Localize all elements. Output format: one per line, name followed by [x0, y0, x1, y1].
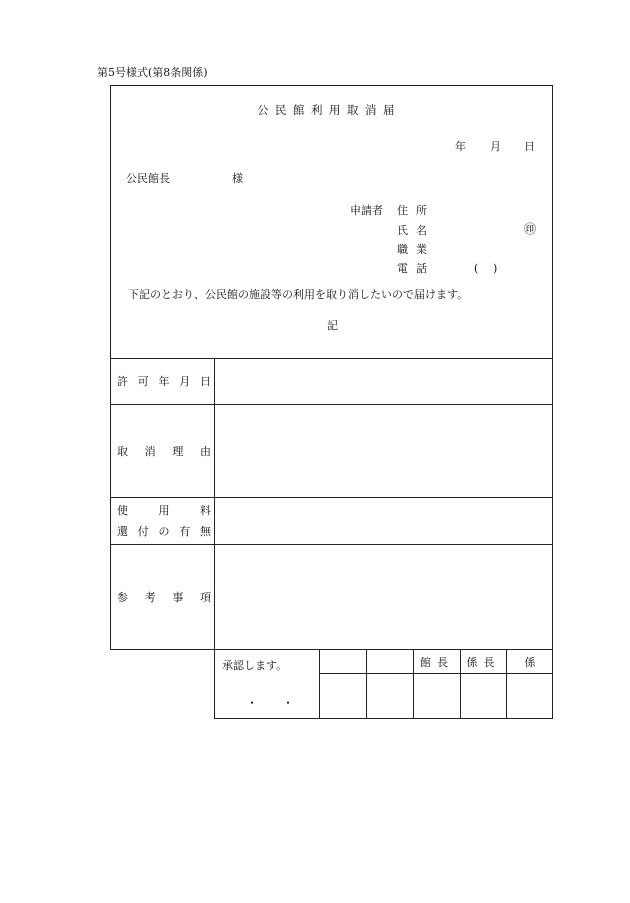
- permit-date-char: 月: [179, 375, 191, 388]
- fee-char: 料: [200, 504, 211, 517]
- form-frame: [110, 85, 553, 650]
- form-caption: 第5号様式(第8条関係): [97, 66, 208, 79]
- fee-char: の: [158, 525, 170, 538]
- fee-label-line1: [117, 505, 211, 516]
- row-divider-1: [110, 358, 553, 359]
- address-label: 住所: [397, 204, 435, 217]
- ki-mark: 記: [327, 319, 338, 332]
- occupation-label: 職業: [397, 243, 435, 256]
- permit-date-char: 許: [117, 375, 128, 388]
- addressee-honorific: 様: [232, 172, 243, 185]
- permit-date-label: [117, 376, 211, 387]
- remarks-char: 参: [117, 591, 128, 604]
- fee-label-line2: [117, 526, 211, 537]
- stamp-header-divider: [319, 673, 553, 674]
- permit-date-char: 年: [158, 375, 170, 388]
- label-column-divider: [214, 358, 215, 650]
- approval-text: 承認します。: [222, 659, 288, 672]
- phone-paren-close: ): [493, 262, 498, 275]
- row-divider-4: [110, 544, 553, 545]
- stamp-header-kakaricho: 係長: [466, 656, 501, 669]
- fee-char: 用: [158, 504, 170, 517]
- cancel-reason-label: [117, 446, 211, 457]
- date-year-label: 年: [455, 140, 466, 153]
- cancel-reason-char: 取: [117, 445, 128, 458]
- addressee-name: 公民館長: [126, 172, 170, 185]
- stamp-divider: [366, 650, 367, 719]
- stamp-divider: [319, 650, 320, 719]
- remarks-char: 事: [172, 591, 184, 604]
- fee-char: 使: [117, 504, 128, 517]
- stamp-header-kancho: 館長: [420, 656, 454, 669]
- fee-char: 有: [179, 525, 191, 538]
- applicant-label: 申請者: [350, 204, 383, 217]
- name-label: 氏名: [397, 224, 435, 237]
- row-divider-3: [110, 497, 553, 498]
- row-divider-2: [110, 404, 553, 405]
- phone-label: 電話: [397, 262, 435, 275]
- stamp-header-kakari: 係: [524, 656, 536, 669]
- fee-char: 無: [200, 525, 211, 538]
- date-month-label: 月: [490, 140, 501, 153]
- cancel-reason-char: 由: [199, 445, 211, 458]
- date-day-label: 日: [524, 140, 535, 153]
- seal-mark: ㊞: [524, 222, 537, 236]
- phone-paren-open: (: [474, 262, 479, 275]
- permit-date-char: 可: [137, 375, 149, 388]
- fee-char: 還: [117, 525, 128, 538]
- statement-text: 下記のとおり、公民館の施設等の利用を取り消したいので届けます。: [128, 288, 469, 301]
- approval-date-dots: ・ ・: [246, 696, 295, 710]
- cancel-reason-char: 消: [144, 445, 156, 458]
- remarks-label: [117, 592, 211, 603]
- remarks-char: 項: [199, 591, 211, 604]
- cancel-reason-char: 理: [172, 445, 184, 458]
- remarks-char: 考: [144, 591, 156, 604]
- form-title: 公民館利用取消届: [257, 103, 401, 117]
- permit-date-char: 日: [200, 375, 211, 388]
- fee-char: 付: [137, 525, 149, 538]
